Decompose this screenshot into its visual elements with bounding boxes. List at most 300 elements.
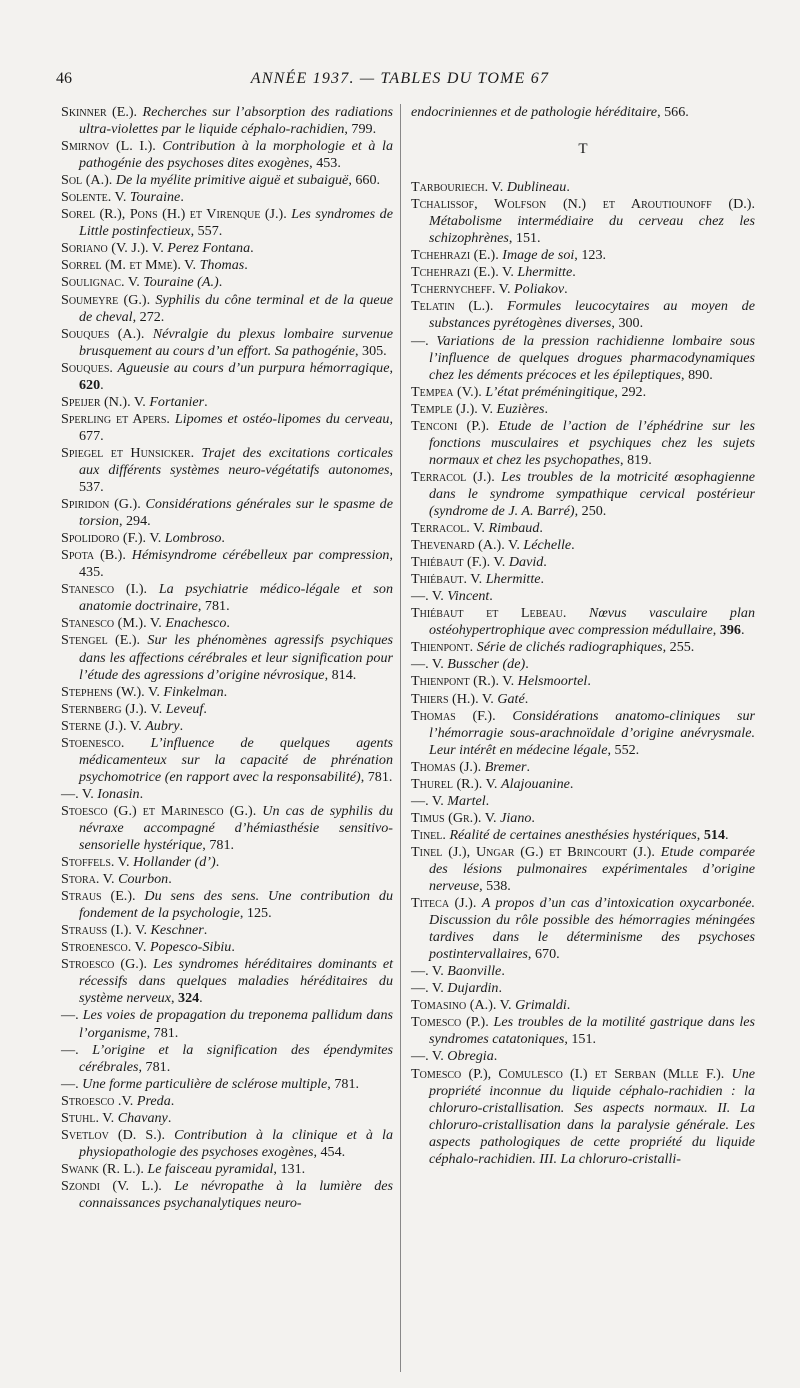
entry-title: Finkelman [163, 683, 224, 700]
entry-page: , [712, 622, 720, 639]
entry-page: , 552. [607, 741, 640, 758]
entry-title: Les voies de propagation du treponema pallidum dans l’organisme [79, 1007, 393, 1041]
entry-page: . [167, 1109, 172, 1126]
entry-title: Les syndromes de Little postinfectieux [79, 206, 393, 240]
entry-page: , 131. [273, 1160, 306, 1177]
entry-author: —. V. [61, 785, 98, 802]
index-entry [411, 793, 755, 810]
index-entry [411, 963, 755, 980]
entry-title: Rimbaud [488, 520, 540, 537]
index-entry [411, 418, 755, 469]
entry-author: Sternberg (J.). V. [61, 700, 166, 717]
entry-author: Telatin (L.). [411, 298, 508, 315]
index-entry [411, 1014, 755, 1048]
entry-page: . [226, 615, 230, 632]
entry-title: Baonville [447, 963, 502, 980]
entry-title: Lhermitte [485, 571, 541, 588]
entry-author: Tomasino (A.). V. [411, 997, 516, 1014]
entry-page: . [244, 257, 248, 274]
entry-author: —. [61, 1075, 83, 1092]
entry-author: Stroesco .V. [61, 1092, 137, 1109]
index-entry [411, 384, 755, 401]
index-entry [411, 537, 755, 554]
continuation-entry [411, 104, 755, 121]
index-entry [61, 632, 393, 683]
index-entry [411, 179, 755, 196]
index-entry [411, 691, 755, 708]
entry-title: Courbon [118, 871, 169, 888]
entry-author: Thevenard (A.). V. [411, 537, 524, 554]
entry-title: Lipomes et ostéo-lipomes du cerveau [174, 410, 390, 427]
entry-author: Thiébaut (F.). V. [411, 554, 509, 571]
entry-page: . [139, 785, 144, 802]
entry-title: Gaté [497, 690, 525, 707]
entry-author: Spiegel et Hunsicker. [61, 444, 202, 461]
index-entry [61, 292, 393, 326]
index-entry [411, 759, 755, 776]
index-entry [61, 411, 393, 445]
entry-page: , 566. [657, 104, 689, 120]
index-entry [61, 1076, 393, 1093]
index-entry [61, 547, 393, 581]
entry-title: Une forme particulière de sclérose multiple [82, 1075, 328, 1092]
entry-author: Stengel (E.). [61, 632, 148, 649]
entry-page: , [696, 826, 704, 843]
entry-page: . [180, 189, 184, 206]
entry-author: Solente. V. [61, 189, 130, 206]
entry-author: Tarbouriech. V. [411, 179, 507, 196]
index-entry [411, 673, 755, 690]
entry-page: , 454. [313, 1143, 346, 1160]
entry-author: Thiébaut et Lebeau. [411, 605, 589, 622]
index-entry [61, 615, 393, 632]
entry-page: , 781. [197, 598, 230, 615]
entry-title: Alajouanine [500, 775, 570, 792]
entry-author: —. V. [411, 1048, 448, 1065]
entry-page: . [179, 717, 184, 734]
index-entry [61, 1042, 393, 1076]
entry-page: , 151. [564, 1031, 597, 1048]
entry-author: Tenconi (P.). [411, 417, 499, 434]
entry-author: —. V. [411, 980, 448, 997]
index-entry [61, 854, 393, 871]
index-entry [61, 360, 393, 394]
entry-title: Hémisyndrome cérébelleux par compression [131, 547, 390, 564]
entry-title: Grimaldi [515, 997, 567, 1014]
entry-page: , 677. [79, 410, 393, 444]
entry-page: . [170, 1092, 175, 1109]
entry-title: Contribution à la morphologie et à la pathogénie des psychoses dites exogènes [79, 138, 393, 172]
entry-page: , 781. [146, 1024, 179, 1041]
entry-author: Tchalissof, Wolfson (N.) et Aroutiounoff (D.). [411, 196, 755, 213]
entry-title: Le névropathe à la lumière des connaissances psychanalytiques neuro- [79, 1177, 393, 1211]
entry-author: Stuhl. V. [61, 1109, 118, 1126]
entry-page: . [566, 997, 571, 1014]
right-entries [411, 179, 755, 1168]
entry-author: Sol (A.). [61, 172, 116, 189]
entry-page-tail: . [740, 622, 745, 639]
index-entry [61, 735, 393, 786]
index-entry [411, 298, 755, 332]
index-entry [411, 1066, 755, 1168]
column-divider [400, 104, 401, 1372]
entry-author: Tchernycheff. V. [411, 281, 515, 298]
entry-page-bold: 620 [79, 376, 101, 393]
index-entry [411, 520, 755, 537]
entry-title: Dublineau [506, 179, 567, 196]
entry-page: , 890. [681, 366, 713, 383]
entry-title: Syphilis du cône terminal et de la queue de cheval [79, 291, 393, 325]
entry-author: Terracol. V. [411, 520, 489, 537]
entry-page: . [221, 530, 225, 547]
index-entry [61, 257, 393, 274]
entry-page: . [564, 281, 568, 298]
entry-page: . [203, 922, 208, 939]
entry-page: , 453. [309, 155, 341, 172]
entry-page: , 538. [479, 878, 511, 895]
entry-title: L’état préméningitique [485, 383, 615, 400]
entry-page: , 272. [132, 308, 165, 325]
index-entry [411, 469, 755, 520]
entry-title: Série de clichés radiographiques [476, 639, 663, 656]
index-entry [61, 274, 393, 291]
entry-title: De la myélite primitive aiguë et subaiguë [115, 172, 349, 189]
entry-page: , 294. [118, 513, 151, 530]
index-entry [411, 554, 755, 571]
entry-title: Aubry [145, 717, 180, 734]
entry-author: Soumeyre (G.). [61, 291, 156, 308]
index-entry [61, 871, 393, 888]
index-entry [61, 206, 393, 240]
entry-page: . [493, 1048, 498, 1065]
entry-author: Stephens (W.). V. [61, 683, 164, 700]
entry-author: Souques. [61, 359, 118, 376]
entry-author: Titeca (J.). [411, 895, 482, 912]
entry-title: Formules leucocytaires au moyen de substances pyrétogènes diverses [429, 298, 755, 332]
entry-page-tail: . [100, 376, 104, 393]
entry-title: Lhermitte [517, 264, 573, 281]
entry-page: , 435. [79, 547, 393, 581]
index-entry [61, 701, 393, 718]
entry-title: Touraine [129, 189, 181, 206]
entry-title: Helsmoortel [517, 673, 588, 690]
entry-author: —. [61, 1007, 83, 1024]
index-entry [411, 401, 755, 418]
entry-author: Temple (J.). V. [411, 400, 497, 417]
index-entry [411, 844, 755, 895]
index-entry [61, 939, 393, 956]
entry-page-bold: 514 [703, 826, 725, 843]
entry-page-bold: 324 [178, 990, 200, 1007]
entry-title: Leveuf [165, 700, 204, 717]
entry-page: . [215, 854, 220, 871]
section-letter: T [578, 141, 588, 158]
entry-author: Stanesco (M.). V. [61, 615, 166, 632]
entry-page: . [569, 775, 574, 792]
entry-title: Réalité de certaines anesthésies hystériques [449, 826, 697, 843]
entry-page: . [572, 264, 576, 281]
entry-author: Tchehrazi (E.). V. [411, 264, 518, 281]
entry-title: Une propriété inconnue du liquide céphalo-rachidien : la chloruro-cristallisation. Ses aspects normaux. II. La chloruro-cristallisation dans la paralysie générale. Les aspects pathologiques de cette propriété du liquide céphalo-rachidien. III. La chloruro-cristalli- [429, 1065, 755, 1167]
entry-author: Spolidoro (F.). V. [61, 530, 165, 547]
entry-author: Spota (B.). [61, 547, 132, 564]
entry-title: Etude de l’action de l’éphédrine sur les fonctions musculaires et psychiques chez les sujets normaux et chez les psychopathes [429, 417, 756, 468]
index-entry [61, 581, 393, 615]
entry-page: , 250. [574, 502, 607, 519]
entry-title: Ionasin [97, 785, 140, 802]
index-entry [61, 496, 393, 530]
entry-author: Speijer (N.). V. [61, 393, 150, 410]
entry-page: . [525, 656, 529, 673]
entry-title: Contribution à la clinique et à la physiopathologie des psychoses exogènes [79, 1126, 393, 1160]
entry-page: . [250, 240, 254, 257]
index-entry [61, 1110, 393, 1127]
entry-author: Tinel. [411, 826, 450, 843]
index-entry [411, 588, 755, 605]
index-entry [411, 196, 755, 247]
entry-author: Szondi (V. L.). [61, 1177, 175, 1194]
entry-page: , 292. [614, 383, 647, 400]
index-entry [411, 776, 755, 793]
running-title: ANNÉE 1937. — TABLES DU TOME 67 [250, 70, 550, 87]
index-entry [61, 1127, 393, 1161]
entry-title: Etude comparée des lésions pulmonaires expérimentales d’origine nerveuse [429, 843, 756, 895]
entry-page: . [231, 939, 235, 956]
entry-page: , [170, 990, 179, 1007]
entry-page: , 781. [360, 768, 393, 785]
entry-page: , 151. [508, 230, 541, 247]
entry-author: Tomesco (P.). [411, 1014, 494, 1031]
entry-page: , 670. [527, 946, 560, 963]
entry-author: Tempea (V.). [411, 383, 486, 400]
index-entry [61, 394, 393, 411]
entry-page: , 300. [611, 315, 644, 332]
entry-author: Souques (A.). [61, 325, 153, 342]
index-entry [61, 922, 393, 939]
entry-page: . [168, 871, 172, 888]
entry-author: Sorrel (M. et Mme). V. [61, 257, 200, 274]
entry-author: Timus (Gr.). V. [411, 809, 501, 826]
entry-author: Stanesco (I.). [61, 581, 159, 598]
index-entry [411, 639, 755, 656]
index-entry [61, 530, 393, 547]
index-entry [61, 786, 393, 803]
index-entry [61, 718, 393, 735]
index-entry [61, 445, 393, 496]
index-entry [61, 138, 393, 172]
entry-title: L’origine et la signification des épendymites cérébrales [79, 1041, 393, 1075]
entry-title: Euzières [496, 400, 545, 417]
index-entry [61, 803, 393, 854]
entry-page: . [498, 980, 502, 997]
entry-page: . [566, 179, 570, 196]
index-entry [411, 571, 755, 588]
entry-author: Spiridon (G.). [61, 496, 146, 513]
entry-author: Soriano (V. J.). V. [61, 240, 168, 257]
entry-page: . [540, 571, 545, 588]
index-entry [61, 1093, 393, 1110]
entry-title: endocriniennes et de pathologie héréditaire [411, 104, 658, 120]
entry-page: , 537. [79, 461, 393, 496]
entry-page: . [531, 809, 535, 826]
index-entry [411, 810, 755, 827]
index-entry [61, 189, 393, 206]
entry-page: , 255. [662, 639, 695, 656]
entry-author: Sterne (J.). V. [61, 717, 146, 734]
entry-title: A propos d’un cas d’intoxication oxycarbonée. Discussion du rôle possible des hémorragies méningées tardives dans le déterminisme des psychoses postintervallaires [429, 895, 755, 963]
entry-title: Obregia [447, 1048, 494, 1065]
entry-page: . [587, 673, 591, 690]
entry-page: , 660. [348, 172, 381, 189]
entry-page: . [501, 963, 505, 980]
entry-author: Terracol (J.). [411, 468, 502, 485]
entry-title: Lombroso [164, 530, 222, 547]
entry-author: Thiébaut. V. [411, 571, 486, 588]
index-entry [61, 956, 393, 1007]
index-entry [411, 656, 755, 673]
index-entry [411, 708, 755, 759]
entry-title: Du sens des sens. Une contribution du fondement de la psychologie [79, 888, 393, 922]
entry-title: Preda [136, 1092, 171, 1109]
entry-page: . [485, 792, 490, 809]
index-entry [411, 827, 755, 844]
index-entry [61, 326, 393, 360]
entry-page: . [204, 393, 208, 410]
entry-author: Sorel (R.), Pons (H.) et Virenque (J.). [61, 206, 292, 223]
entry-page: , 557. [190, 223, 223, 240]
entry-author: Sperling et Apers. [61, 410, 175, 427]
entry-title: Nœvus vasculaire plan ostéohypertrophique avec compression médullaire [429, 605, 755, 639]
entry-page: . [203, 700, 207, 717]
entry-title: Jiano [500, 809, 532, 826]
entry-title: Hollander (d’) [133, 854, 216, 871]
entry-title: Fortanier [149, 393, 205, 410]
entry-title: Busscher (de) [447, 656, 526, 673]
entry-title: Popesco-Sibiu [149, 939, 232, 956]
entry-page: , 814. [324, 666, 357, 683]
entry-author: Tinel (J.), Ungar (G.) et Brincourt (J.). [411, 843, 661, 860]
entry-author: Stoffels. V. [61, 854, 134, 871]
left-column [61, 104, 393, 1212]
entry-page: , 781. [138, 1058, 171, 1075]
entry-author: Thiers (H.). V. [411, 690, 498, 707]
entry-author: Tomesco (P.), Comulesco (I.) et Serban (Mlle F.). [411, 1065, 732, 1082]
entry-author: Straus (E.). [61, 888, 145, 905]
entry-page: , 125. [239, 905, 272, 922]
entry-author: Soulignac. V. [61, 274, 144, 291]
entry-page: . [539, 520, 543, 537]
entry-title: Dujardin [447, 980, 499, 997]
entry-author: Thomas (J.). [411, 758, 485, 775]
entry-page-tail: . [199, 990, 203, 1007]
index-entry [61, 1178, 393, 1212]
entry-page: , 305. [354, 342, 387, 359]
running-header [56, 64, 744, 94]
page-number: 46 [56, 70, 72, 87]
entry-page: . [544, 400, 549, 417]
entry-author: Stroenesco. V. [61, 939, 150, 956]
entry-title: Considérations anatomo-cliniques sur l’hémorragie sous-arachnoïdale d’origine anévrysmale. Leur intérêt en médecine légale [429, 707, 755, 758]
index-entry [411, 895, 755, 963]
entry-author: Smirnov (L. I.). [61, 138, 163, 155]
index-entry [61, 1161, 393, 1178]
entry-author: Strauss (I.). V. [61, 922, 151, 939]
entry-author: Thienpont (R.). V. [411, 673, 518, 690]
entry-author: Skinner (E.). [61, 104, 143, 120]
index-entry [411, 281, 755, 298]
index-entry [61, 684, 393, 701]
entry-author: —. V. [411, 792, 448, 809]
index-entry [411, 997, 755, 1014]
entry-author: Stoesco (G.) et Marinesco (G.). [61, 802, 263, 819]
entry-author: —. V. [411, 963, 448, 980]
entry-title: Le faisceau pyramidal [147, 1160, 274, 1177]
entry-title: Thomas [199, 257, 245, 274]
entry-title: Métabolisme intermédiaire du cerveau chez les schizophrènes [429, 213, 755, 247]
entry-title: Recherches sur l’absorption des radiations ultra-violettes par le liquide céphalo-rachidien [79, 104, 394, 138]
index-entry [61, 104, 393, 138]
entry-page: . [526, 758, 530, 775]
entry-title: Les troubles de la motricité œsophagienne dans le syndrome sympathique cervical postérieur (syndrome de J. A. Barré) [429, 468, 755, 519]
entry-title: Un cas de syphilis du névraxe accompagné d’hémiasthésie sensitivo-sensorielle hystérique [79, 802, 393, 854]
entry-title: Enachesco [165, 615, 227, 632]
entry-page: , 781. [327, 1075, 360, 1092]
entry-author: Stora. V. [61, 871, 119, 888]
entry-title: Névralgie du plexus lombaire survenue brusquement au cours d’un effort. Sa pathogénie [79, 325, 393, 359]
entry-author: —. V. [411, 656, 448, 673]
entry-title: Trajet des excitations corticales aux différents systèmes neuro-végétatifs autonomes [79, 444, 393, 478]
entry-title: Image de soi [502, 247, 575, 264]
entry-page: . [543, 554, 547, 571]
entry-title: David [508, 554, 544, 571]
entry-title: Perez Fontana [167, 240, 251, 257]
entry-author: —. [61, 1041, 93, 1058]
entry-title: Keschner [150, 922, 204, 939]
index-entry [411, 1048, 755, 1065]
index-entry [61, 172, 393, 189]
entry-title: Les troubles de la motilité gastrique dans les syndromes catatoniques [429, 1014, 755, 1048]
entry-author: —. [411, 332, 437, 349]
entry-title: Touraine (A.) [143, 274, 219, 291]
entry-page: . [223, 683, 228, 700]
entry-title: Léchelle [523, 537, 572, 554]
entry-title: Vincent [447, 588, 490, 605]
entry-page: , 123. [574, 247, 607, 264]
entry-title: Considérations générales sur le spasme de torsion [79, 496, 393, 530]
entry-title: Martel [447, 792, 486, 809]
entry-title: Bremer [484, 758, 527, 775]
entry-author: Thienpont. [411, 639, 477, 656]
entry-title: La psychiatrie médico-légale et son anatomie doctrinaire [79, 581, 393, 615]
entry-title: Chavany [117, 1109, 168, 1126]
index-entry [411, 605, 755, 639]
entry-page: . [218, 274, 223, 291]
entry-title: Les syndromes héréditaires dominants et récessifs dans quelques maladies héréditaires du système nerveux [79, 956, 394, 1007]
entry-title: L’influence de quelques agents médicamenteux sur la capacité de phrénation psychomotrice (en rapport avec la responsabilité) [79, 734, 393, 785]
entry-page: . [571, 537, 575, 554]
entry-page: , 819. [620, 451, 652, 468]
entry-title: Variations de la pression rachidienne lombaire sous l’influence de quelques drogues pharmacodynamiques chez les déments précoces et les épileptiques [429, 332, 755, 383]
index-entry [411, 264, 755, 281]
entry-author: —. V. [411, 588, 448, 605]
entry-title: Poliakov [514, 281, 565, 298]
entry-page: . [524, 690, 529, 707]
index-entry [411, 980, 755, 997]
entry-author: Thomas (F.). [411, 707, 513, 724]
entry-author: Swank (R. L.). [61, 1160, 148, 1177]
entry-author: Stoenesco. [61, 734, 151, 751]
index-entry [411, 247, 755, 264]
